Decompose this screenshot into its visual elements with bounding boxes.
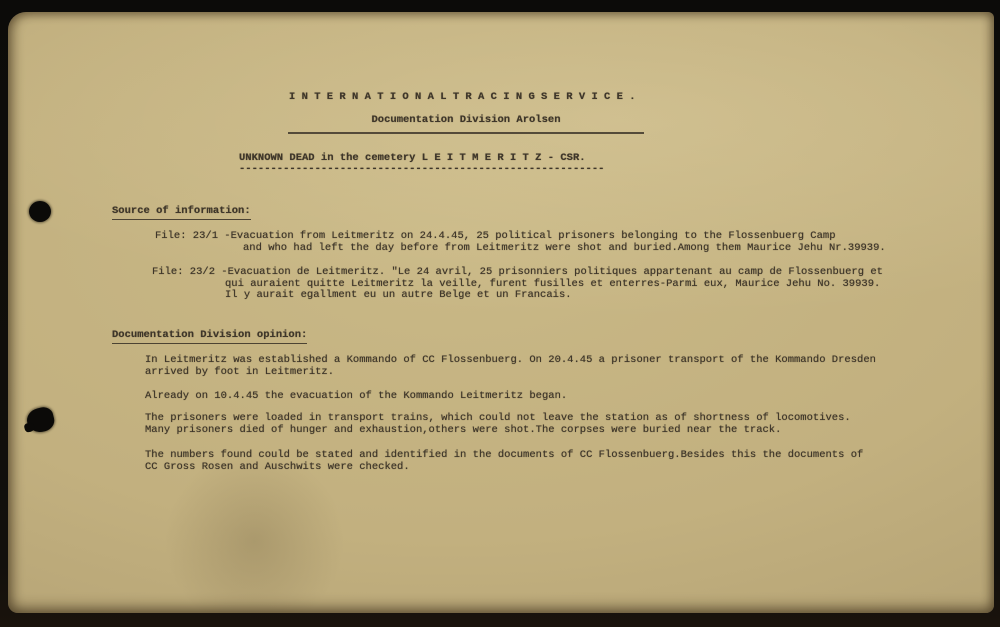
file-entry-line: File: 23/2 -Evacuation de Leitmeritz. "Le 24 avril, 25 prisonniers politiques appartenant au camp de Flossenbuerg et: [152, 266, 883, 278]
opinion-line: Already on 10.4.45 the evacuation of the Kommando Leitmeritz began.: [145, 390, 568, 402]
opinion-line: In Leitmeritz was established a Kommando of CC Flossenbuerg. On 20.4.45 a prisoner transport of the Kommando Dresden: [145, 354, 876, 366]
hole-punch-top: [29, 201, 51, 222]
opinion-line: CC Gross Rosen and Auschwits were checked.: [145, 460, 410, 473]
section-heading-source-label: Source of information:: [112, 206, 251, 220]
subject-underline: ----------------------------------------------------------: [239, 163, 605, 175]
file-entry-line: qui auraient quitte Leitmeritz la veille, furent fusilles et enterres-Parmi eux, Maurice Jehu No. 39939.: [225, 277, 881, 290]
file-entry-line: File: 23/1 -Evacuation from Leitmeritz on 24.4.45, 25 political prisoners belonging to the Flossenbuerg Camp: [155, 230, 836, 242]
file-entry-23-2: [152, 267, 883, 302]
opinion-line: The prisoners were loaded in transport trains, which could not leave the station as of shortness of locomotives.: [145, 412, 851, 424]
opinion-paragraph-1: [145, 355, 876, 378]
section-heading-opinion: [112, 330, 307, 344]
hole-punch-bottom: [24, 405, 56, 435]
division-subtitle: Documentation Division Arolsen: [288, 115, 644, 134]
organization-title: I N T E R N A T I O N A L T R A C I N G S E R V I C E .: [289, 91, 636, 103]
section-heading-opinion-label: Documentation Division opinion:: [112, 330, 307, 344]
opinion-line: arrived by foot in Leitmeritz.: [145, 365, 335, 378]
file-entry-23-1: [155, 231, 886, 254]
document-page: [8, 12, 994, 613]
section-heading-source: [112, 206, 251, 220]
file-entry-line: Il y aurait egallment eu un autre Belge et un Francais.: [225, 289, 572, 302]
opinion-line: Many prisoners died of hunger and exhaustion,others were shot.The corpses were buried near the track.: [145, 423, 782, 436]
opinion-paragraph-4: [145, 450, 863, 473]
opinion-line: The numbers found could be stated and identified in the documents of CC Flossenbuerg.Besides this the documents of: [145, 449, 864, 461]
opinion-paragraph-2: [145, 391, 567, 403]
opinion-paragraph-3: [145, 413, 851, 436]
subject-title: UNKNOWN DEAD in the cemetery L E I T M E R I T Z - CSR.: [239, 152, 586, 164]
file-entry-line: and who had left the day before from Leitmeritz were shot and buried.Among them Maurice Jehu Nr.39939.: [243, 241, 886, 254]
